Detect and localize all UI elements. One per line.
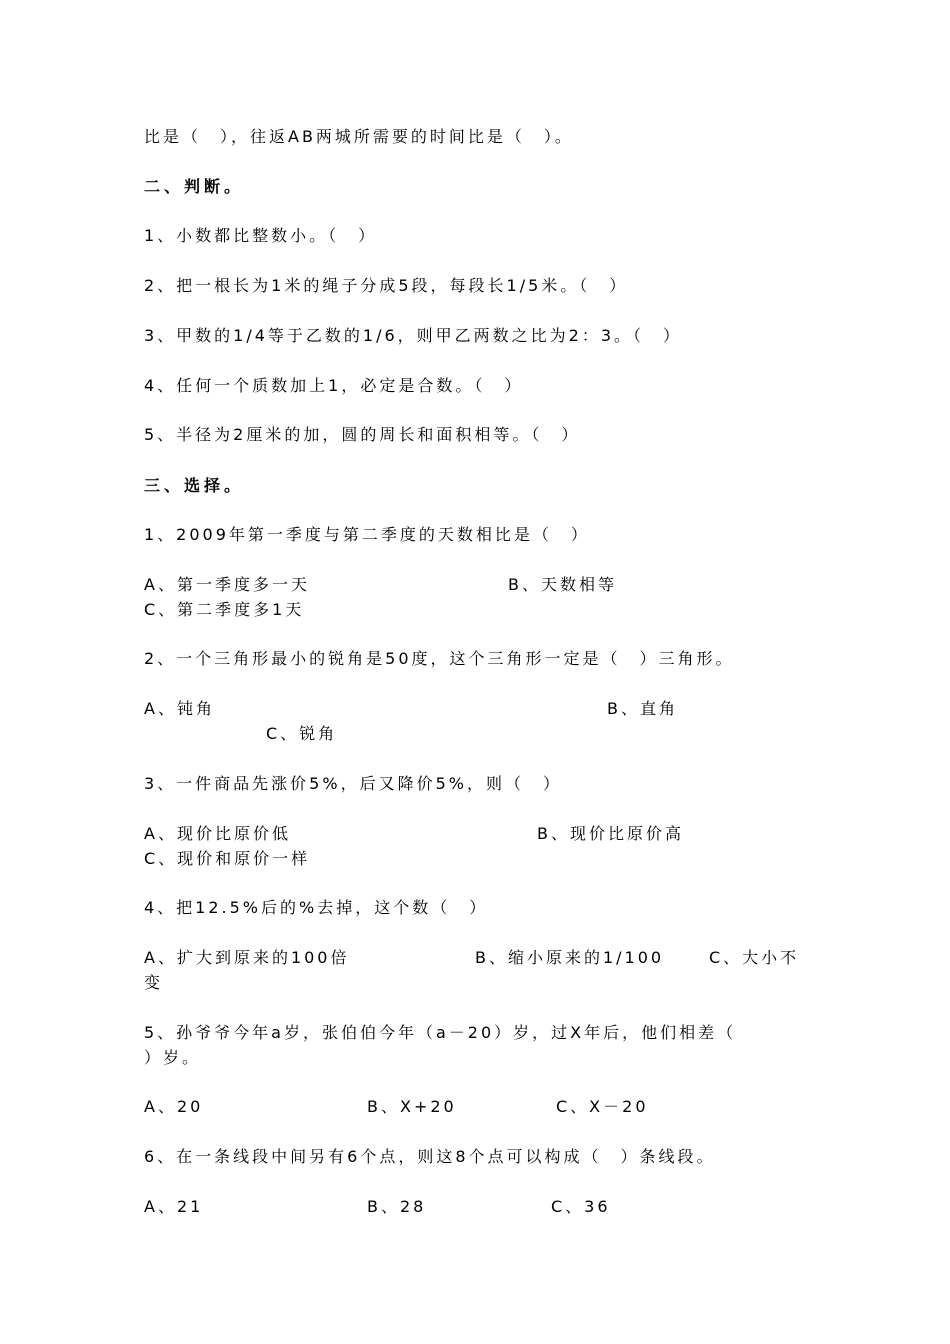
choice-question: 3、一件商品先涨价5%，后又降价5%，则（ ）	[144, 774, 562, 793]
choice-option: A、20	[144, 1097, 204, 1116]
choice-question: 4、把12.5%后的%去掉，这个数（ ）	[144, 898, 489, 917]
choice-option: C、锐角	[266, 724, 338, 743]
intro-line: 比是（ ），往返AB两城所需要的时间比是（ ）。	[144, 127, 574, 146]
choice-option: A、21	[144, 1197, 204, 1216]
choice-option: C、X－20	[556, 1097, 649, 1116]
choice-option-continuation: 变	[144, 973, 164, 992]
choice-option: C、第二季度多1天	[144, 600, 305, 619]
choice-option: A、第一季度多一天	[144, 575, 310, 594]
choice-option: C、36	[551, 1197, 611, 1216]
choice-option: B、直角	[607, 699, 678, 718]
choice-option: B、X+20	[367, 1097, 457, 1116]
choice-question: 1、2009年第一季度与第二季度的天数相比是（ ）	[144, 525, 590, 544]
judge-item: 4、任何一个质数加上1，必定是合数。（ ）	[144, 376, 524, 395]
choice-question-continuation: ）岁。	[144, 1048, 202, 1067]
choice-question: 6、在一条线段中间另有6个点，则这8个点可以构成（ ）条线段。	[144, 1147, 716, 1166]
choice-option: C、现价和原价一样	[144, 849, 311, 868]
choice-option: C、大小不	[709, 948, 800, 967]
choice-question: 2、一个三角形最小的锐角是50度，这个三角形一定是（ ）三角形。	[144, 649, 735, 668]
choice-option: B、现价比原价高	[537, 824, 684, 843]
choice-option: A、现价比原价低	[144, 824, 291, 843]
section-3-heading: 三、选择。	[144, 476, 245, 495]
judge-item: 5、半径为2厘米的加，圆的周长和面积相等。（ ）	[144, 425, 581, 444]
judge-item: 1、小数都比整数小。（ ）	[144, 226, 378, 245]
section-2-heading: 二、判断。	[144, 177, 245, 196]
choice-option: A、扩大到原来的100倍	[144, 948, 350, 967]
judge-item: 3、甲数的1/4等于乙数的1/6，则甲乙两数之比为2：3。（ ）	[144, 326, 683, 345]
choice-question: 5、孙爷爷今年a岁，张伯伯今年（a－20）岁，过X年后，他们相差（	[144, 1023, 737, 1042]
choice-option: A、钝角	[144, 699, 215, 718]
judge-item: 2、把一根长为1米的绳子分成5段，每段长1/5米。（ ）	[144, 276, 629, 295]
choice-option: B、28	[367, 1197, 427, 1216]
choice-option: B、天数相等	[508, 575, 617, 594]
choice-option: B、缩小原来的1/100	[475, 948, 665, 967]
